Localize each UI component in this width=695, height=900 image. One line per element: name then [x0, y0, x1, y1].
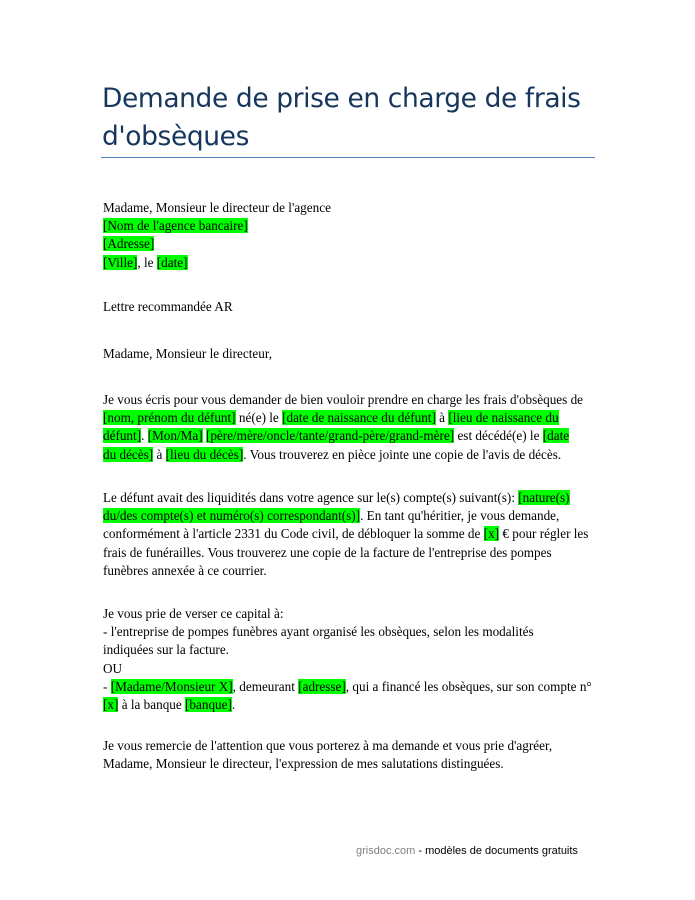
agency-name-field[interactable]: [Nom de l'agence bancaire] — [103, 218, 248, 234]
paragraph-text: à — [153, 446, 166, 462]
date-separator: , le — [137, 254, 157, 270]
birth-place-field[interactable]: [lieu de naissance du — [448, 410, 559, 426]
paragraph-text: . En tant qu'héritier, je vous demande, — [360, 508, 560, 524]
paragraph-text: né(e) le — [235, 410, 283, 426]
paragraph-text: - — [103, 678, 111, 694]
birth-place-field-cont[interactable]: défunt] — [103, 428, 142, 444]
paragraph-text: , qui a financé les obsèques, sur son compte n° — [345, 678, 592, 694]
paragraph-text: funèbres annexée à ce courrier. — [103, 562, 267, 578]
deceased-name-field[interactable]: [nom, prénom du défunt] — [103, 410, 236, 426]
birth-date-field[interactable]: [date de naissance du défunt] — [282, 410, 436, 426]
payment-option-1-cont: indiquées sur la facture. — [103, 642, 229, 658]
footer-brand-link[interactable]: grisdoc.com — [356, 845, 416, 857]
date-field[interactable]: [date] — [156, 254, 188, 270]
account-number-field[interactable]: [x] — [103, 697, 119, 713]
page-title — [102, 80, 602, 156]
death-date-field-cont[interactable]: du décès] — [103, 446, 154, 462]
closing-line-1: Je vous remercie de l'attention que vous porterez à ma demande et vous prie d'agréer, — [103, 738, 553, 753]
paragraph-text: à — [435, 410, 449, 426]
title-line-2: d'obsèques — [102, 121, 249, 152]
amount-field[interactable]: [x] — [483, 526, 500, 542]
paragraph-text: Je vous écris pour vous demander de bien vouloir prendre en charge les frais d'obsèques de — [103, 392, 584, 407]
possessive-field[interactable]: [Mon/Ma] — [147, 428, 203, 444]
paragraph-text: est décédé(e) le — [454, 428, 543, 444]
payment-or: OU — [103, 660, 123, 676]
death-place-field[interactable]: [lieu du décès] — [165, 446, 244, 462]
relationship-field[interactable]: [père/mère/oncle/tante/grand-père/grand-mère] — [205, 428, 455, 444]
paragraph-text: , demeurant — [232, 678, 299, 694]
payee-name-field[interactable]: [Madame/Monsieur X] — [110, 678, 233, 694]
paragraph-accounts — [103, 489, 598, 580]
paragraph-text: Le défunt avait des liquidités dans votre agence sur le(s) compte(s) suivant(s): — [103, 490, 519, 505]
paragraph-text: conformément à l'article 2331 du Code civil, de débloquer la somme de — [103, 526, 484, 542]
title-line-1: Demande de prise en charge de frais — [102, 83, 581, 114]
paragraph-text: . — [231, 697, 236, 713]
registered-mail-line: Lettre recommandée AR — [103, 299, 233, 314]
paragraph-text: € pour régler les — [499, 526, 589, 542]
payment-intro: Je vous prie de verser ce capital à: — [103, 606, 284, 621]
footer — [356, 845, 578, 857]
bank-field[interactable]: [banque] — [185, 697, 232, 713]
footer-tagline: - modèles de documents gratuits — [415, 845, 578, 857]
address-field[interactable]: [Adresse] — [103, 236, 155, 252]
salutation: Madame, Monsieur le directeur, — [103, 346, 273, 361]
account-nature-field[interactable]: [nature(s) — [518, 490, 570, 505]
payee-address-field[interactable]: [adresse] — [298, 678, 346, 694]
payment-option-1: - l'entreprise de pompes funèbres ayant organisé les obsèques, selon les modalités — [103, 624, 534, 640]
death-date-field[interactable]: [date — [542, 428, 570, 444]
paragraph-text: à la banque — [118, 697, 186, 713]
paragraph-text: frais de funérailles. Vous trouverez une copie de la facture de l'entreprise des pompes — [103, 544, 552, 560]
closing-line-2: Madame, Monsieur le directeur, l'expression de mes salutations distinguées. — [103, 756, 504, 772]
city-field[interactable]: [Ville] — [103, 254, 138, 270]
paragraph-text: . Vous trouverez en pièce jointe une copie de l'avis de décès. — [243, 446, 562, 462]
title-underline — [101, 157, 595, 158]
closing-paragraph — [103, 737, 598, 773]
address-block — [103, 199, 598, 272]
account-nature-field-cont[interactable]: du/des compte(s) et numéro(s) correspondant(s)] — [103, 508, 361, 524]
paragraph-text: . — [141, 428, 148, 444]
recipient-line: Madame, Monsieur le directeur de l'agence — [103, 200, 331, 215]
paragraph-deceased — [103, 391, 598, 464]
paragraph-payment — [103, 605, 598, 714]
